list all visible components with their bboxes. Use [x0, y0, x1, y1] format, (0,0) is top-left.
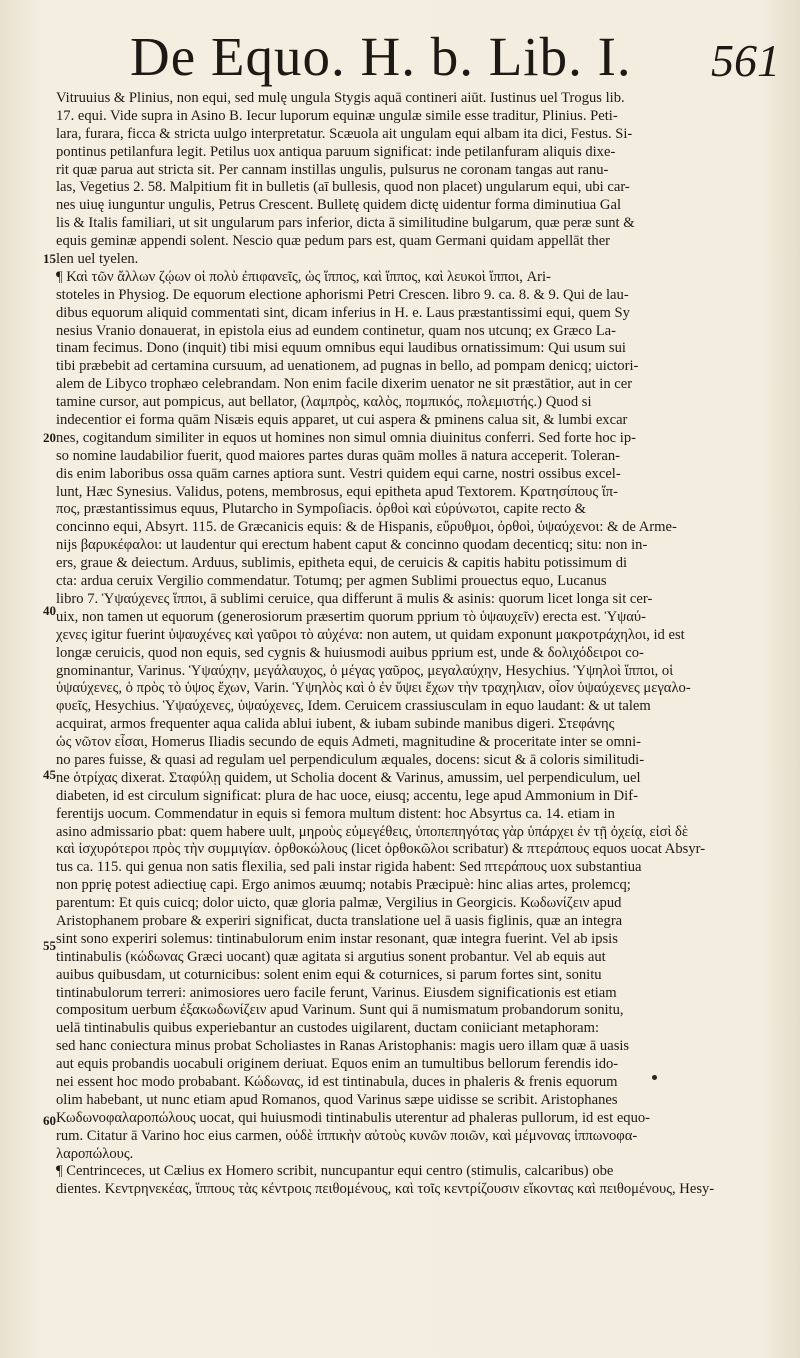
text-line: equis geminæ appendi solent. Nescio quæ pedum pars est, quam Germani quidam appellāt ther — [56, 233, 611, 250]
text-line: rit quæ parua aut stricta sit. Per cannam instillas ungulis, pulsurus ne coronam tangas aut ranu- — [56, 161, 609, 178]
text-line: ferentijs uocum. Commendatur in equis si femora multum distent: hoc Absyrtus ca. 14. etiam in — [56, 805, 615, 822]
margin-number: 55 — [43, 938, 56, 953]
text-line: nes uiuę iunguntur ungulis, Petrus Crescent. Bulletę quidem dictę uidentur forma diminutiua Gal — [56, 197, 621, 214]
text-line: πος, præstantissimus equus, Plutarcho in Sympoſiacis. ὀρθοὶ καὶ εὐρύνωτοι, capite recto & — [56, 501, 587, 518]
text-line: no pares fuisse, & quasi ad regulam uel perpendiculum æquales, docens: sicut & ā coloris similitudi- — [56, 751, 645, 768]
running-head — [130, 22, 780, 92]
text-line: λαροπώλους. — [56, 1145, 134, 1162]
text-line: Aristophanem probare & experiri significat, ducta translatione uel ā uasis figlinis, quæ an integra — [56, 912, 623, 929]
margin-number: 40 — [43, 603, 56, 618]
text-line: las, Vegetius 2. 58. Malpitium fit in bulletis (aī bullesis, quod non placet) ungularum equi, ubi car- — [56, 179, 630, 196]
text-line: uelā tintinabulis quibus experiebantur an custodes uigilarent, ductam coniiciant metaphoram: — [56, 1020, 600, 1037]
text-line: stoteles in Physiog. De equorum electione aphorismi Petri Crescen. libro 9. ca. 8. & 9. Qui de lau- — [56, 286, 629, 303]
text-line: dientes. Κεντρηνεκέας, ἵππους τὰς κέντροις πειθομένους, καὶ τοῖς κεντρίζουσιν εἴκοντας καὶ πειθομένους, Hesy- — [56, 1181, 715, 1198]
text-line: concinno equi, Absyrt. 115. de Græcanicis equis: & de Hispanis, εὔρυθμοι, ὀρθοὶ, ὑψαύχενοι: & de Arme- — [56, 519, 677, 536]
text-line: diabeten, id est circulum significat: plura de hac uoce, eiusq; accentu, lege apud Ammonium in Dif- — [56, 787, 638, 804]
text-line: dibus equorum aliquid commentati sint, dicam inferius in H. e. Laus præstantissimi equi, quem Sy — [56, 304, 630, 321]
margin-number: 45 — [43, 767, 56, 782]
folio-number: 561 — [711, 35, 780, 86]
text-line: asino admissario pbat: quem habere uult, μηροὺς εὐμεγέθεις, ὑποπεπηγότας γὰρ ὑπάρχει ἐν τῇ ὀχείᾳ, εἰσὶ δὲ — [56, 823, 689, 840]
text-line: tinam fecimus. Dono (inquit) tibi misi equum omnibus equi laudibus ornatissimum: Qui usum sui — [56, 340, 626, 357]
text-line: tintinabulorum terreri: animosiores uero facile ferunt, Varinus. Eiusdem significationis est etiam — [56, 984, 617, 1001]
text-line: rum. Citatur ā Varino hoc eius carmen, οὐδὲ ἱππικὴν αὐτοὺς κυνῶν ποιῶν, καὶ μέμνονας ἱππωνοφα- — [56, 1127, 638, 1144]
text-line: lis & Italis familiari, ut sit ungularum pars inferior, dicta ā similitudine bulgarum, quæ peræ sunt & — [56, 215, 635, 232]
margin-number: 15 — [43, 251, 56, 266]
text-line: parentum: Et quis cuicq; dolor uicto, quæ gloria palmæ, Vergilius in Georgicis. Κωδωνίζειν apud — [56, 895, 622, 912]
text-line: longæ ceruicis, quod non equis, sed cygnis & huiusmodi auibus pprium est, unde & δολιχόδειροι co- — [56, 644, 644, 661]
text-line: sed hanc coniectura minus probat Scholiastes in Ranas Aristophanis: magis uero illam quæ ā uasis — [56, 1038, 630, 1055]
ink-dot — [652, 1075, 657, 1080]
text-line: lara, furara, ficca & stricta uulgo interpretatur. Scæuola ait ungulam equi albam ita dici, Festus. Si- — [56, 125, 633, 142]
text-line: gnominantur, Varinus. Ὑψαύχην, μεγάλαυχος, ὁ μέγας γαῦρος, μεγαλαύχην, Hesychius. Ὑψηλοὶ ἵπποι, οἱ — [56, 662, 674, 679]
text-line: indecentior ei forma quām Nisæis equis apparet, ut cui aspera & pminens calua sit, & lumbi excar — [56, 412, 628, 429]
text-line: tus ca. 115. qui genua non satis flexilia, sed pali instar rigida habent: Sed πτεράπους uox substantiua — [56, 859, 642, 876]
text-line: ὡς νῶτον εἶσαι, Homerus Iliadis secundo de equis Admeti, magnitudine & proceritate inter se omni- — [56, 734, 642, 751]
text-line: ¶ Καὶ τῶν ἄλλων ζῴων οἱ πολὺ ἐπιφανεῖς, ὡς ἵππος, καὶ ἵππος, καὶ λευκοὶ ἵπποι, Ari- — [56, 268, 551, 285]
text-line: ers, graue & deiectum. Arduus, sublimis, epitheta equi, de ceruicis & capitis habitu potissimum di — [56, 555, 628, 572]
text-line: compositum uerbum ἐξακωδωνίζειν apud Varinum. Sunt qui ā numismatum probandorum sonitu, — [56, 1002, 624, 1019]
text-line: acquirat, armos frequenter aqua calida ablui iubent, & iubam subinde manibus digeri. Στεφάνης — [56, 716, 615, 733]
text-line: nei essent hoc modo probabant. Κώδωνας, id est tintinabula, duces in phaleris & frenis equorum — [56, 1073, 618, 1090]
text-line: ¶ Centrinceces, ut Cælius ex Homero scribit, nuncupantur equi centro (stimulis, calcaribus) obe — [56, 1163, 614, 1180]
text-line: pontinus petilanfura legit. Petilus uox antiqua paruum significat: inde petilanfuram aliquis dixe- — [56, 143, 616, 160]
text-line: χενες igitur fuerint ὑψαυχένες καὶ γαῦροι τὸ αὐχένα: non autem, ut quidam exponunt μακροτράχηλοι, id est — [56, 626, 685, 643]
text-line: alem de Libyco trophæo celebrandam. Non enim facile dixerim uenator ne sit præstātior, aut in cer — [56, 376, 633, 393]
text-line: non pprię potest adiectiuę capi. Ergo animos æuumq; notabis Præcipuè: hinc alias artes, prolemcq; — [56, 877, 631, 894]
text-line: nes, cogitandum similiter in equos ut homines non simul omnia diuinitus conferri. Sed forte hoc ip- — [56, 429, 637, 446]
text-line: nijs βαρυκέφαλοι: ut laudentur qui erectum habent caput & concinno quodam decenticq; situ: non in- — [56, 537, 648, 554]
text-line: Κωδωνοφαλαροπώλους uocat, qui huiusmodi tintinabulis uterentur ad phaleras pullorum, id est equo- — [56, 1109, 651, 1126]
text-line: cta: ardua ceruix Vergilio commendatur. Totumq; per agmen Sublimi prouectus equo, Lucanus — [56, 573, 607, 590]
text-line: uix, non tamen ut equorum (generosiorum præsertim quorum pprium τὸ ὑψαυχεῖν) erecta est. Ὑψαύ- — [56, 608, 647, 625]
text-line: dis enim laboribus ossa quām carnes aptiora sunt. Vestri quidem equi carne, nostri ossibus excel- — [56, 465, 621, 482]
text-line: lunt, Hæc Synesius. Validus, potens, membrosus, equi epitheta apud Textorem. Κρατησίπους ἵπ- — [56, 483, 618, 500]
text-line: 17. equi. Vide supra in Asino B. Iecur luporum equinæ ungulæ simile esse traditur, Plinius. Peti- — [56, 107, 618, 124]
margin-line-numbers — [0, 0, 60, 1358]
text-line: so nomine laudabilior fuerit, quod maiores partes duras quām molles ā natura acceperit. Toleran- — [56, 447, 621, 464]
margin-number: 60 — [43, 1113, 56, 1128]
text-line: auibus quibusdam, ut coturnicibus: solent enim equi & coturnices, si parum fortes sint, sonitu — [56, 966, 602, 983]
text-line: φυεῖς, Hesychius. Ὑψαύχενες, ὑψαύχενες, Idem. Ceruicem crassiusculam in equo laudant: & ut talem — [56, 698, 651, 715]
text-line: sint sono experiri solemus: tintinabulorum enim instar resonant, quæ integra fuerint. Vel ab ipsis — [56, 930, 618, 947]
body-text — [56, 90, 784, 1199]
text-line: tamine cursor, aut pompicus, aut bellator, (λαμπρὸς, καλὸς, πομπικός, πολεμιστής.) Quod si — [56, 394, 592, 411]
text-line: ὑψαύχενες, ὁ πρὸς τὸ ὑψος ἔχων, Varin. Ὑψηλὸς καὶ ὁ ἐν ὕψει ἔχων τὴν τραχηλιαν, οἷον ὑψαύχενες μεγαλο- — [56, 680, 691, 697]
margin-number: 20 — [43, 430, 56, 445]
text-line: ne ὁτρίχας dixerat. Σταφύλῃ quidem, ut Scholia docent & Varinus, amussim, uel perpendiculum, uel — [56, 769, 641, 786]
text-line: καὶ ἰσχυρότεροι πρὸς τὴν συμμιγίαν. ὀρθοκώλους (licet ὀρθοκῶλοι scribatur) & πτεράπους equos uocat Absyr- — [56, 841, 706, 858]
text-line: nesius Vranio donauerat, in epistola eius ad eundem continetur, quam nos utcunq; ex Græco La- — [56, 322, 616, 339]
text-line: olim habebant, ut nunc etiam apud Romanos, quod Varinus sæpe uidisse se scribit. Aristophanes — [56, 1091, 618, 1108]
page-title: De Equo. H. b. Lib. I. — [130, 26, 632, 87]
text-line: Vitruuius & Plinius, non equi, sed mulę ungula Stygis aquā contineri aiūt. Iustinus uel Trogus lib. — [56, 90, 625, 106]
text-line: aut equis probandis uocabuli originem deriuat. Equos enim an tumultibus bellorum ferendis ido- — [56, 1056, 619, 1073]
text-line: len uel tyelen. — [56, 251, 139, 268]
text-line: tibi præbebit ad certamina cursuum, ad uenationem, ad pugnas in bello, ad pompam denicq; uictori- — [56, 358, 639, 375]
text-line: tintinabulis (κώδωνας Græci uocant) quæ agitata si argutius sonent probantur. Vel ab equis aut — [56, 948, 606, 965]
text-line: libro 7. Ὑψαύχενες ἵπποι, ā sublimi ceruice, qua differunt ā mulis & asinis: quorum licet longa sit cer- — [56, 590, 653, 607]
